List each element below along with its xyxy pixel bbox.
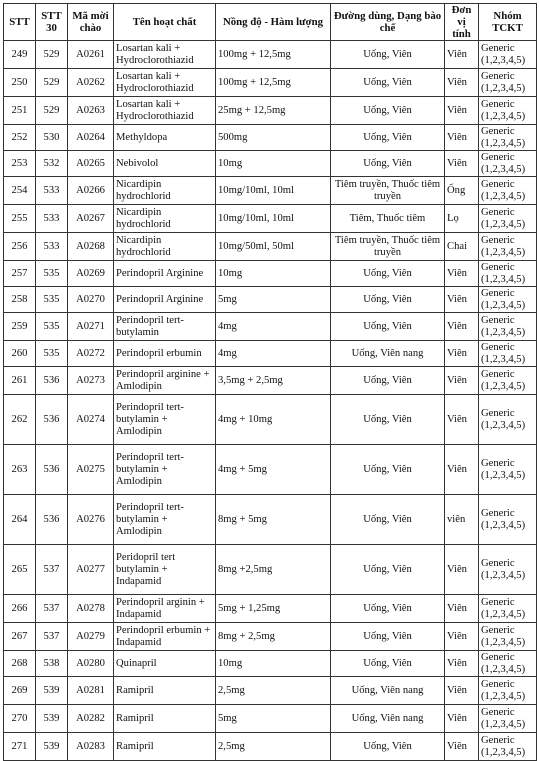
header-stt30: STT 30: [36, 4, 68, 41]
cell-stt30: 529: [36, 41, 68, 69]
cell-ma: A0262: [68, 69, 114, 97]
cell-don-vi: Viên: [445, 651, 479, 677]
cell-don-vi: Viên: [445, 313, 479, 341]
cell-ma: A0275: [68, 445, 114, 495]
cell-stt30: 539: [36, 677, 68, 705]
cell-stt30: 537: [36, 623, 68, 651]
table-row: [4, 261, 537, 287]
cell-nhom: Generic (1,2,3,4,5): [479, 677, 537, 705]
cell-stt30: 536: [36, 395, 68, 445]
cell-duong-dung: Uống, Viên: [331, 151, 445, 177]
cell-don-vi: viên: [445, 495, 479, 545]
cell-duong-dung: Uống, Viên: [331, 545, 445, 595]
cell-don-vi: Ống: [445, 177, 479, 205]
cell-nhom: Generic (1,2,3,4,5): [479, 41, 537, 69]
table-row: [4, 367, 537, 395]
cell-don-vi: Viên: [445, 623, 479, 651]
cell-ten: Losartan kali + Hydroclorothiazid: [114, 41, 216, 69]
cell-stt30: 535: [36, 261, 68, 287]
cell-ten: Nicardipin hydrochlorid: [114, 205, 216, 233]
table-row: [4, 97, 537, 125]
cell-nong-do: 2,5mg: [216, 677, 331, 705]
cell-ma: A0281: [68, 677, 114, 705]
cell-stt: 269: [4, 677, 36, 705]
table-row: [4, 495, 537, 545]
cell-ma: A0272: [68, 341, 114, 367]
cell-stt: 268: [4, 651, 36, 677]
cell-don-vi: Lọ: [445, 205, 479, 233]
table-row: [4, 125, 537, 151]
cell-nong-do: 500mg: [216, 125, 331, 151]
cell-nhom: Generic (1,2,3,4,5): [479, 177, 537, 205]
cell-stt: 257: [4, 261, 36, 287]
cell-ten: Perindopril erbumin + Indapamid: [114, 623, 216, 651]
cell-ten: Quinapril: [114, 651, 216, 677]
cell-stt: 258: [4, 287, 36, 313]
table-row: [4, 705, 537, 733]
cell-ma: A0271: [68, 313, 114, 341]
cell-don-vi: Viên: [445, 705, 479, 733]
cell-ten: Losartan kali + Hydroclorothiazid: [114, 69, 216, 97]
cell-don-vi: Viên: [445, 341, 479, 367]
cell-ten: Perindopril Arginine: [114, 261, 216, 287]
cell-nhom: Generic (1,2,3,4,5): [479, 287, 537, 313]
table-row: [4, 313, 537, 341]
cell-don-vi: Viên: [445, 151, 479, 177]
cell-stt: 259: [4, 313, 36, 341]
cell-stt: 249: [4, 41, 36, 69]
cell-don-vi: Viên: [445, 733, 479, 761]
cell-ten: Losartan kali + Hydroclorothiazid: [114, 97, 216, 125]
cell-duong-dung: Uống, Viên: [331, 287, 445, 313]
cell-don-vi: Viên: [445, 395, 479, 445]
cell-nhom: Generic (1,2,3,4,5): [479, 595, 537, 623]
cell-don-vi: Viên: [445, 41, 479, 69]
cell-ma: A0276: [68, 495, 114, 545]
cell-stt30: 533: [36, 205, 68, 233]
table-row: [4, 623, 537, 651]
cell-nong-do: 8mg +2,5mg: [216, 545, 331, 595]
cell-ma: A0280: [68, 651, 114, 677]
cell-ten: Perindopril tert-butylamin + Amlodipin: [114, 445, 216, 495]
cell-ma: A0264: [68, 125, 114, 151]
cell-nong-do: 5mg + 1,25mg: [216, 595, 331, 623]
drug-table: [3, 3, 537, 761]
cell-nong-do: 10mg: [216, 261, 331, 287]
cell-stt30: 529: [36, 97, 68, 125]
cell-nong-do: 100mg + 12,5mg: [216, 69, 331, 97]
cell-ma: A0283: [68, 733, 114, 761]
cell-ten: Nebivolol: [114, 151, 216, 177]
cell-duong-dung: Uống, Viên: [331, 313, 445, 341]
table-row: [4, 395, 537, 445]
cell-nhom: Generic (1,2,3,4,5): [479, 733, 537, 761]
cell-nong-do: 3,5mg + 2,5mg: [216, 367, 331, 395]
cell-nhom: Generic (1,2,3,4,5): [479, 623, 537, 651]
cell-duong-dung: Uống, Viên: [331, 367, 445, 395]
table-row: [4, 545, 537, 595]
table-row: [4, 445, 537, 495]
table-row: [4, 69, 537, 97]
cell-stt: 264: [4, 495, 36, 545]
cell-nhom: Generic (1,2,3,4,5): [479, 313, 537, 341]
cell-duong-dung: Uống, Viên nang: [331, 341, 445, 367]
cell-stt: 250: [4, 69, 36, 97]
cell-ten: Perindopril tert-butylamin: [114, 313, 216, 341]
cell-nhom: Generic (1,2,3,4,5): [479, 341, 537, 367]
header-duong-dung: Đường dùng, Dạng bào chế: [331, 4, 445, 41]
cell-ma: A0263: [68, 97, 114, 125]
table-row: [4, 41, 537, 69]
cell-duong-dung: Uống, Viên: [331, 125, 445, 151]
cell-stt30: 539: [36, 705, 68, 733]
cell-ma: A0274: [68, 395, 114, 445]
cell-stt: 271: [4, 733, 36, 761]
cell-ten: Nicardipin hydrochlorid: [114, 177, 216, 205]
cell-nong-do: 4mg + 10mg: [216, 395, 331, 445]
cell-ten: Methyldopa: [114, 125, 216, 151]
cell-stt: 265: [4, 545, 36, 595]
table-row: [4, 733, 537, 761]
table-row: [4, 177, 537, 205]
header-ma-moi-chao: Mã mời chào: [68, 4, 114, 41]
cell-stt30: 536: [36, 495, 68, 545]
cell-stt: 252: [4, 125, 36, 151]
table-row: [4, 287, 537, 313]
cell-ma: A0279: [68, 623, 114, 651]
cell-ma: A0261: [68, 41, 114, 69]
cell-nong-do: 5mg: [216, 705, 331, 733]
cell-nhom: Generic (1,2,3,4,5): [479, 495, 537, 545]
table-row: [4, 341, 537, 367]
cell-stt: 254: [4, 177, 36, 205]
cell-ten: Nicardipin hydrochlorid: [114, 233, 216, 261]
cell-nhom: Generic (1,2,3,4,5): [479, 261, 537, 287]
cell-ma: A0267: [68, 205, 114, 233]
cell-stt30: 533: [36, 177, 68, 205]
cell-stt30: 535: [36, 313, 68, 341]
cell-nong-do: 2,5mg: [216, 733, 331, 761]
table-row: [4, 595, 537, 623]
cell-nong-do: 10mg: [216, 151, 331, 177]
cell-ten: Ramipril: [114, 705, 216, 733]
cell-nhom: Generic (1,2,3,4,5): [479, 367, 537, 395]
header-don-vi: Đơn vị tính: [445, 4, 479, 41]
cell-stt30: 533: [36, 233, 68, 261]
cell-nhom: Generic (1,2,3,4,5): [479, 651, 537, 677]
cell-duong-dung: Uống, Viên: [331, 41, 445, 69]
cell-stt: 260: [4, 341, 36, 367]
cell-stt: 253: [4, 151, 36, 177]
cell-stt30: 530: [36, 125, 68, 151]
cell-stt: 255: [4, 205, 36, 233]
cell-duong-dung: Uống, Viên: [331, 733, 445, 761]
cell-duong-dung: Tiêm, Thuốc tiêm: [331, 205, 445, 233]
cell-don-vi: Viên: [445, 677, 479, 705]
cell-stt30: 536: [36, 367, 68, 395]
cell-duong-dung: Uống, Viên: [331, 595, 445, 623]
cell-stt30: 535: [36, 287, 68, 313]
cell-nhom: Generic (1,2,3,4,5): [479, 97, 537, 125]
cell-nhom: Generic (1,2,3,4,5): [479, 395, 537, 445]
cell-nhom: Generic (1,2,3,4,5): [479, 705, 537, 733]
cell-nong-do: 25mg + 12,5mg: [216, 97, 331, 125]
cell-stt30: 537: [36, 595, 68, 623]
header-row: [4, 4, 537, 41]
cell-stt: 263: [4, 445, 36, 495]
cell-ma: A0269: [68, 261, 114, 287]
table-row: [4, 651, 537, 677]
cell-don-vi: Viên: [445, 125, 479, 151]
cell-don-vi: Chai: [445, 233, 479, 261]
cell-duong-dung: Uống, Viên: [331, 395, 445, 445]
cell-duong-dung: Tiêm truyền, Thuốc tiêm truyền: [331, 233, 445, 261]
cell-stt: 270: [4, 705, 36, 733]
cell-duong-dung: Uống, Viên: [331, 445, 445, 495]
cell-nong-do: 100mg + 12,5mg: [216, 41, 331, 69]
header-stt: STT: [4, 4, 36, 41]
cell-stt30: 536: [36, 445, 68, 495]
cell-ma: A0273: [68, 367, 114, 395]
cell-nong-do: 10mg/10ml, 10ml: [216, 177, 331, 205]
cell-duong-dung: Uống, Viên: [331, 651, 445, 677]
cell-nhom: Generic (1,2,3,4,5): [479, 445, 537, 495]
cell-don-vi: Viên: [445, 445, 479, 495]
cell-duong-dung: Uống, Viên: [331, 623, 445, 651]
cell-duong-dung: Uống, Viên: [331, 261, 445, 287]
cell-stt: 262: [4, 395, 36, 445]
cell-nong-do: 4mg: [216, 313, 331, 341]
header-nhom: Nhóm TCKT: [479, 4, 537, 41]
cell-stt: 251: [4, 97, 36, 125]
cell-stt30: 537: [36, 545, 68, 595]
cell-nong-do: 10mg/50ml, 50ml: [216, 233, 331, 261]
cell-nong-do: 4mg: [216, 341, 331, 367]
cell-stt: 256: [4, 233, 36, 261]
cell-ten: Perindopril tert-butylamin + Amlodipin: [114, 395, 216, 445]
cell-ten: Perindopril Arginine: [114, 287, 216, 313]
cell-nong-do: 8mg + 5mg: [216, 495, 331, 545]
cell-ma: A0266: [68, 177, 114, 205]
cell-ten: Perindopril tert-butylamin + Amlodipin: [114, 495, 216, 545]
cell-don-vi: Viên: [445, 287, 479, 313]
cell-don-vi: Viên: [445, 261, 479, 287]
table-row: [4, 677, 537, 705]
cell-nhom: Generic (1,2,3,4,5): [479, 151, 537, 177]
table-row: [4, 151, 537, 177]
cell-ma: A0268: [68, 233, 114, 261]
cell-stt: 261: [4, 367, 36, 395]
cell-ma: A0282: [68, 705, 114, 733]
cell-nhom: Generic (1,2,3,4,5): [479, 125, 537, 151]
cell-stt30: 538: [36, 651, 68, 677]
cell-ten: Perindopril erbumin: [114, 341, 216, 367]
header-ten-hoat-chat: Tên hoạt chất: [114, 4, 216, 41]
cell-duong-dung: Uống, Viên nang: [331, 677, 445, 705]
cell-nong-do: 4mg + 5mg: [216, 445, 331, 495]
cell-duong-dung: Uống, Viên: [331, 69, 445, 97]
cell-don-vi: Viên: [445, 69, 479, 97]
cell-nhom: Generic (1,2,3,4,5): [479, 545, 537, 595]
cell-duong-dung: Uống, Viên: [331, 495, 445, 545]
cell-ten: Ramipril: [114, 677, 216, 705]
cell-nhom: Generic (1,2,3,4,5): [479, 69, 537, 97]
cell-ma: A0278: [68, 595, 114, 623]
cell-ma: A0265: [68, 151, 114, 177]
table-row: [4, 205, 537, 233]
cell-ten: Peridopril tert butylamin + Indapamid: [114, 545, 216, 595]
cell-stt30: 535: [36, 341, 68, 367]
cell-nong-do: 10mg: [216, 651, 331, 677]
cell-stt30: 532: [36, 151, 68, 177]
table-row: [4, 233, 537, 261]
cell-don-vi: Viên: [445, 367, 479, 395]
cell-ten: Perindopril arginin + Indapamid: [114, 595, 216, 623]
cell-nong-do: 10mg/10ml, 10ml: [216, 205, 331, 233]
cell-nhom: Generic (1,2,3,4,5): [479, 205, 537, 233]
cell-stt30: 539: [36, 733, 68, 761]
cell-stt30: 529: [36, 69, 68, 97]
cell-nhom: Generic (1,2,3,4,5): [479, 233, 537, 261]
cell-don-vi: Viên: [445, 97, 479, 125]
cell-duong-dung: Uống, Viên nang: [331, 705, 445, 733]
cell-stt: 267: [4, 623, 36, 651]
cell-don-vi: Viên: [445, 595, 479, 623]
cell-ma: A0277: [68, 545, 114, 595]
cell-duong-dung: Uống, Viên: [331, 97, 445, 125]
cell-ten: Ramipril: [114, 733, 216, 761]
cell-stt: 266: [4, 595, 36, 623]
cell-duong-dung: Tiêm truyền, Thuốc tiêm truyền: [331, 177, 445, 205]
cell-ma: A0270: [68, 287, 114, 313]
header-nong-do: Nồng độ - Hàm lượng: [216, 4, 331, 41]
cell-ten: Perindopril arginine + Amlodipin: [114, 367, 216, 395]
cell-nong-do: 5mg: [216, 287, 331, 313]
cell-nong-do: 8mg + 2,5mg: [216, 623, 331, 651]
cell-don-vi: Viên: [445, 545, 479, 595]
